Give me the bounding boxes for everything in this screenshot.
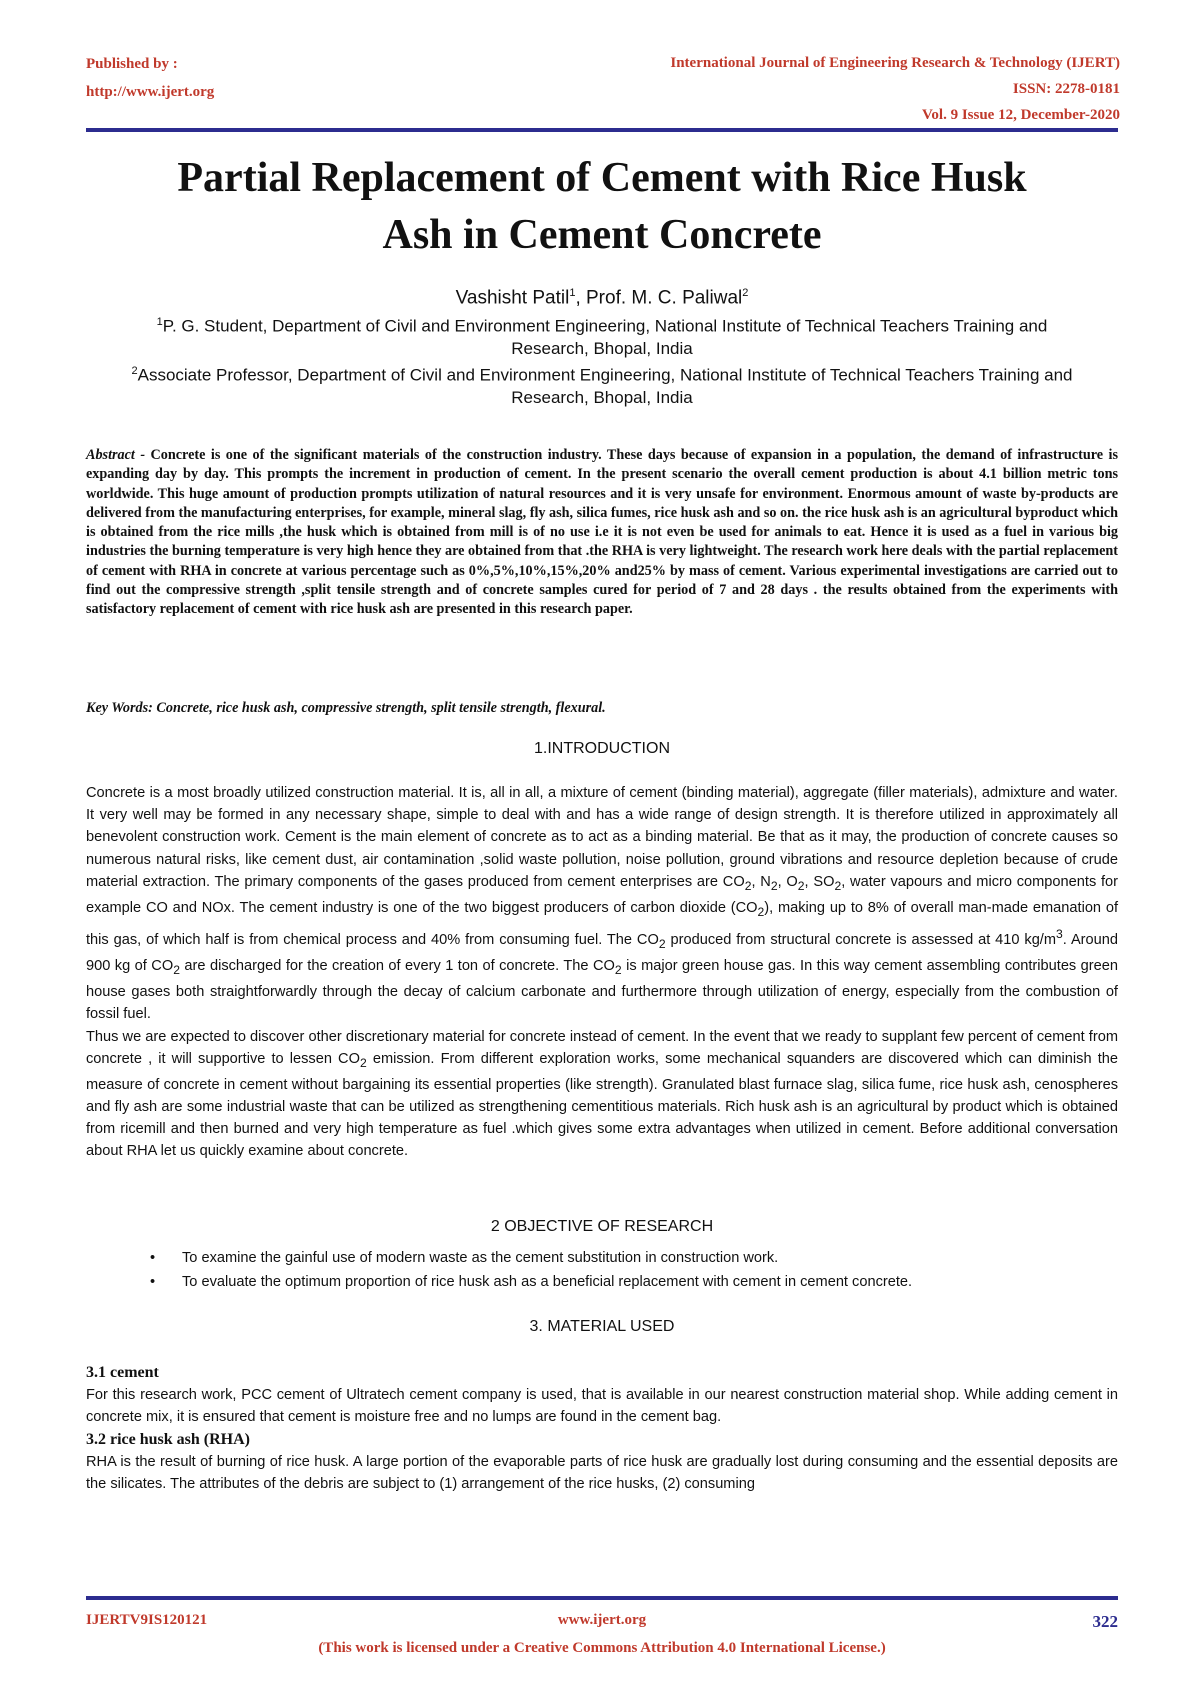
rha-heading: 3.2 rice husk ash (RHA) bbox=[86, 1430, 251, 1448]
separator: , bbox=[751, 873, 761, 890]
subscript: 2 bbox=[757, 904, 765, 919]
subscript: 2 bbox=[359, 1055, 367, 1070]
material-body bbox=[86, 1362, 1118, 1495]
cement-paragraph: For this research work, PCC cement of Ultratech cement company is used, that is available in our nearest construction material shop. While adding cement in concrete mix, it is ensured that cement is moisture free and no lumps are found in the cement bag. bbox=[86, 1387, 1118, 1426]
paper-title bbox=[86, 150, 1118, 264]
nitrogen-symbol: N bbox=[760, 873, 771, 890]
affiliation-2-line-2: Research, Bhopal, India bbox=[511, 387, 693, 407]
affiliation-1-line-1: P. G. Student, Department of Civil and Environment Engineering, National Institute of Technical Teachers Training and bbox=[162, 316, 1048, 336]
intro-p1-part-c: ), making up to 8% of overall man-made emanation of this gas, of which half is from chemical process and 40% from consuming fuel. The CO bbox=[86, 899, 1119, 948]
abstract bbox=[86, 446, 1118, 620]
intro-p1-part-d: produced from structural concrete is assessed at 410 kg/m bbox=[665, 931, 1057, 948]
subscript: 2 bbox=[744, 878, 752, 893]
subscript: 2 bbox=[173, 962, 180, 977]
material-heading: 3. MATERIAL USED bbox=[529, 1318, 675, 1335]
author-1-sup: 1 bbox=[569, 287, 576, 299]
affiliation-1 bbox=[86, 311, 1118, 338]
volume-issue: Vol. 9 Issue 12, December-2020 bbox=[921, 107, 1120, 123]
objective-heading: 2 OBJECTIVE OF RESEARCH bbox=[490, 1218, 714, 1235]
affiliation-1-line-2: Research, Bhopal, India bbox=[511, 338, 693, 358]
intro-body bbox=[86, 782, 1118, 1163]
subscript: 2 bbox=[770, 878, 778, 893]
author-names bbox=[86, 282, 1118, 309]
list-item bbox=[150, 1270, 1110, 1294]
affiliation-2 bbox=[86, 360, 1118, 387]
bullet-icon: • bbox=[150, 1274, 156, 1290]
affiliation-1-sup: 1 bbox=[156, 316, 163, 329]
subscript: 2 bbox=[658, 936, 666, 951]
published-label: Published by : bbox=[86, 56, 178, 72]
intro-paragraph-1 bbox=[86, 782, 1118, 1026]
list-item-text: To examine the gainful use of modern waste as the cement substitution in construction work. bbox=[182, 1250, 779, 1266]
issn: ISSN: 2278-0181 bbox=[1012, 81, 1120, 97]
author-block bbox=[86, 282, 1118, 409]
intro-p2-part-b: emission. From different exploration works, some mechanical squanders are discovered which can diminish the measure of concrete in cement without bargaining its essential properties (like strength). Granulated blast furnace slag, silica fume, rice husk ash, cenospheres and fly ash are some industrial waste that can be utilized as strengthening cementitious materials. Rich husk ash is an agricultural by product which is obtained from ricemill and then burned and very high temperature as fuel .which gives some extra advantages when utilized in cement. Before additional conversation about RHA let us quickly examine about concrete. bbox=[86, 1050, 1118, 1160]
intro-paragraph-2 bbox=[86, 1026, 1118, 1163]
publisher-block bbox=[86, 50, 214, 106]
intro-p1-part-a: Concrete is a most broadly utilized construction material. It is, all in all, a mixture of cement (binding material), aggregate (filler materials), admixture and water. It very well may be formed in any necessary shape, simple to deal with and has a wide range of design strength. It is therefore utilized in approximately all benevolent construction work. Cement is the main element of concrete as to act as a binding material. Be that as it may, the production of concrete causes so numerous natural risks, like cement dust, air contamination ,solid waste pollution, noise pollution, ground vibrations and resource depletion because of crude material extraction. The primary components of the gases produced from cement enterprises are CO bbox=[86, 785, 1118, 890]
footer-divider bbox=[86, 1596, 1118, 1600]
title-line-1: Partial Replacement of Cement with Rice Husk bbox=[177, 155, 1027, 201]
intro-p1-part-e: . Around 900 kg of CO bbox=[86, 931, 1119, 974]
header-divider bbox=[86, 128, 1118, 132]
separator: , bbox=[777, 873, 787, 890]
intro-p1-part-b: , water vapours and micro components for example CO and NOx. The cement industry is one of the two biggest producers of carbon dioxide (CO bbox=[86, 873, 1119, 916]
oxygen-symbol: O bbox=[786, 873, 798, 890]
intro-heading: 1.INTRODUCTION bbox=[534, 740, 670, 757]
title-line-2: Ash in Cement Concrete bbox=[382, 212, 822, 258]
affiliation-2-line-1: Associate Professor, Department of Civil and Environment Engineering, National Institute of Technical Teachers Training and bbox=[137, 365, 1073, 385]
journal-info-block bbox=[670, 50, 1120, 128]
intro-p1-part-g: is major green house gas. In this way cement assembling contributes green house gases both straightforwardly through the decay of calcium carbonate and furthermore through utilization of energy, especially from the combustion of fossil fuel. bbox=[86, 958, 1119, 1023]
objective-list bbox=[150, 1246, 1110, 1294]
keywords bbox=[86, 700, 1118, 717]
intro-p2-part-a: Thus we are expected to discover other discretionary material for concrete instead of cement. In the event that we ready to supplant few percent of cement from concrete , it will supportive to lessen CO bbox=[86, 1028, 1118, 1067]
separator: , bbox=[804, 873, 814, 890]
keywords-text: Concrete, rice husk ash, compressive strength, split tensile strength, flexural. bbox=[152, 700, 606, 716]
journal-url-link[interactable]: http://www.ijert.org bbox=[86, 84, 215, 100]
abstract-label: Abstract - bbox=[86, 447, 146, 463]
cement-heading: 3.1 cement bbox=[86, 1364, 159, 1381]
footer-site-link[interactable]: www.ijert.org bbox=[557, 1612, 647, 1628]
page-number: 322 bbox=[1092, 1612, 1118, 1631]
author-1: Vashisht Patil bbox=[455, 287, 570, 309]
paper-id: IJERTV9IS120121 bbox=[86, 1612, 208, 1628]
author-2-sup: 2 bbox=[742, 287, 749, 299]
affiliation-2-sup: 2 bbox=[131, 364, 138, 377]
list-item-text: To evaluate the optimum proportion of rice husk ash as a beneficial replacement with cement in cement concrete. bbox=[182, 1274, 913, 1290]
rha-paragraph: RHA is the result of burning of rice husk. A large portion of the evaporable parts of rice husk are gradually lost during consuming and the essential deposits are the silicates. The attributes of the debris are subject to (1) arrangement of the rice husks, (2) consuming bbox=[86, 1453, 1118, 1493]
subscript: 2 bbox=[797, 878, 805, 893]
intro-p1-part-f: are discharged for the creation of every 1 ton of concrete. The CO bbox=[179, 958, 615, 974]
author-separator: , bbox=[575, 287, 586, 309]
keywords-label: Key Words: bbox=[86, 700, 153, 716]
abstract-text: Concrete is one of the significant materials of the construction industry. These days because of expansion in a population, the demand of infrastructure is expanding day by day. This prompts the increment in production of cement. In the present scenario the overall cement production is about 4.1 billion metric tons worldwide. This huge amount of production prompts utilization of natural resources and it is very unsafe for environment. Enormous amount of waste by-products are delivered from the manufacturing enterprises, for example, mineral slag, fly ash, silica fumes, rice husk ash and so on. the rice husk ash is an agricultural byproduct which is obtained from the rice mills ,the husk which is obtained from mill is of no use i.e it is not even be used for animals to eat. Hence it is used as a fuel in various big industries the burning temperature is very high hence they are obtained from that .the RHA is very lightweight. The research work here deals with the partial replacement of cement with RHA in concrete at various percentage such as 0%,5%,10%,15%,20% and25% by mass of cement. Various experimental investigations are carried out to find out the compressive strength ,split tensile strength and of concrete samples cured for period of 7 and 28 days . the results obtained from the experiments with satisfactory replacement of cement with rice husk ash are presented in this research paper. bbox=[86, 447, 1118, 618]
subscript: 2 bbox=[834, 878, 842, 893]
subscript: 2 bbox=[614, 962, 622, 977]
list-item bbox=[150, 1246, 1110, 1270]
license-note: (This work is licensed under a Creative Commons Attribution 4.0 International License.) bbox=[318, 1640, 886, 1656]
sulfur-dioxide-symbol: SO bbox=[813, 873, 835, 890]
bullet-icon: • bbox=[150, 1250, 156, 1266]
author-2: Prof. M. C. Paliwal bbox=[586, 287, 743, 309]
journal-name: International Journal of Engineering Research & Technology (IJERT) bbox=[670, 55, 1120, 71]
superscript: 3 bbox=[1056, 927, 1063, 942]
